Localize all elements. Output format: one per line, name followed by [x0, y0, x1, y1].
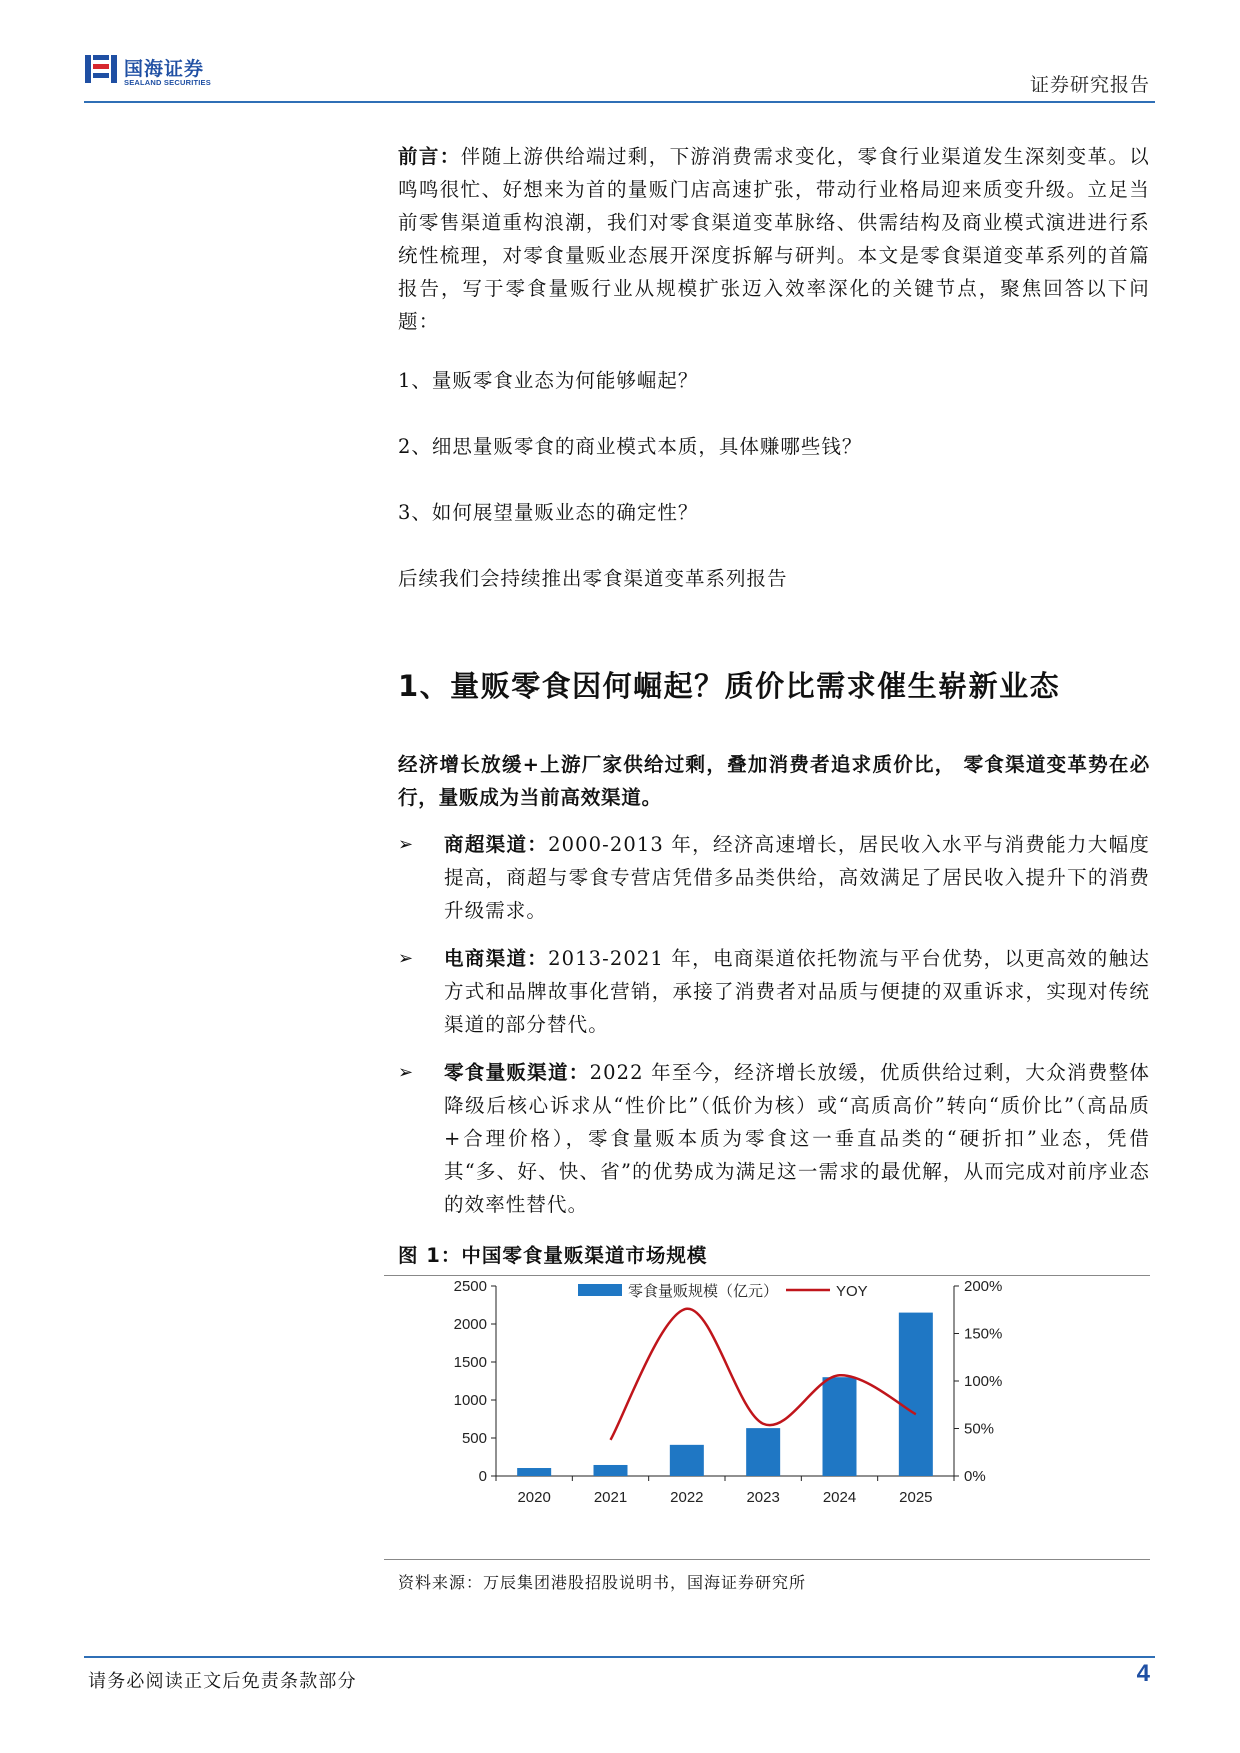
- legend-bar-label: 零食量贩规模（亿元）: [628, 1282, 779, 1300]
- left-axis-tick-label: 1500: [453, 1354, 487, 1371]
- left-axis-tick-label: 1000: [453, 1392, 487, 1409]
- bullet-body: 2013-2021 年，电商渠道依托物流与平台优势，以更高效的触达方式和品牌故事化营销，承接了消费者对品质与便捷的双重诉求，实现对传统渠道的部分替代。: [444, 947, 1150, 1036]
- disclaimer-note: 请务必阅读正文后免责条款部分: [88, 1671, 357, 1692]
- right-axis-tick-label: 150%: [964, 1325, 1003, 1343]
- right-axis-tick-label: 50%: [964, 1420, 995, 1438]
- legend-line-label: YOY: [836, 1283, 868, 1300]
- x-axis-tick-label: 2022: [670, 1489, 704, 1506]
- bar-2020: [517, 1468, 551, 1476]
- follow-up-note: 后续我们会持续推出零食渠道变革系列报告: [398, 567, 788, 590]
- bullet-body: 2022 年至今，经济增长放缓，优质供给过剩，大众消费整体降级后核心诉求从“性价比”（低价为核）或“高质高价”转向“质价比”（高品质+合理价格），零食量贩本质为零食这一垂直品类的“硬折扣”业态，凭借其“多、好、快、省”的优势成为满足这一需求的最优解，从而完成对前序业态的效率性替代。: [444, 1061, 1150, 1216]
- left-axis-tick-label: 2000: [453, 1316, 487, 1333]
- figure-top-rule: [384, 1275, 1150, 1276]
- bar-2022: [670, 1445, 704, 1476]
- logo-text-cn: 国海证券: [124, 58, 205, 80]
- x-axis-tick-label: 2023: [746, 1489, 780, 1506]
- document-type: 证券研究报告: [1029, 74, 1150, 96]
- bullet-arrow-icon: ➢: [398, 834, 414, 855]
- question-2: 2、细思量贩零食的商业模式本质，具体赚哪些钱？: [398, 435, 863, 458]
- left-axis-tick-label: 2500: [453, 1278, 487, 1295]
- figure-source: 资料来源：万辰集团港股招股说明书，国海证券研究所: [398, 1573, 807, 1592]
- section-summary: 经济增长放缓+上游厂家供给过剩，叠加消费者追求质价比， 零食渠道变革势在必行，量贩成为当前高效渠道。: [398, 753, 1150, 809]
- header-divider: [84, 101, 1155, 103]
- right-axis-tick-label: 100%: [964, 1373, 1003, 1390]
- bar-2023: [746, 1428, 780, 1476]
- x-axis-tick-label: 2021: [593, 1489, 628, 1506]
- right-axis-tick-label: 200%: [964, 1278, 1003, 1295]
- intro-lead: 前言：: [398, 145, 461, 168]
- bullet-body: 2000-2013 年，经济高速增长，居民收入水平与消费能力大幅度提高，商超与零食专营店凭借多品类供给，高效满足了居民收入提升下的消费升级需求。: [444, 833, 1150, 922]
- logo-text-en: SEALAND SECURITIES: [124, 78, 211, 87]
- question-3: 3、如何展望量贩业态的确定性？: [398, 501, 699, 524]
- section-heading: 1、量贩零食因何崛起？质价比需求催生崭新业态: [398, 669, 1061, 703]
- question-1: 1、量贩零食业态为何能够崛起？: [398, 369, 699, 392]
- figure-bottom-rule: [384, 1559, 1150, 1560]
- sealand-logo-icon: [84, 52, 118, 86]
- bullet-label: 电商渠道：: [444, 947, 549, 970]
- left-axis-tick-label: 500: [461, 1430, 487, 1447]
- bar-2025: [899, 1313, 933, 1476]
- bullet-text: [444, 1056, 1150, 1221]
- bullet-label: 零食量贩渠道：: [444, 1061, 590, 1084]
- company-logo: [84, 52, 234, 92]
- bar-2021: [594, 1465, 628, 1476]
- intro-text: 伴随上游供给端过剩，下游消费需求变化，零食行业渠道发生深刻变革。以鸣鸣很忙、好想来为首的量贩门店高速扩张，带动行业格局迎来质变升级。立足当前零售渠道重构浪潮，我们对零食渠道变革脉络、供需结构及商业模式演进进行系统性梳理，对零食量贩业态展开深度拆解与研判。本文是零食渠道变革系列的首篇报告，写于零食量贩行业从规模扩张迈入效率深化的关键节点，聚焦回答以下问题：: [398, 145, 1150, 333]
- x-axis-tick-label: 2020: [517, 1489, 551, 1506]
- left-axis-tick-label: 0: [478, 1468, 487, 1485]
- x-axis-tick-label: 2024: [822, 1489, 857, 1506]
- footer-divider: [84, 1656, 1155, 1658]
- right-axis-tick-label: 0%: [964, 1468, 986, 1485]
- legend-bar-swatch: [578, 1284, 622, 1296]
- x-axis-tick-label: 2025: [899, 1489, 933, 1506]
- page-header: [0, 0, 1240, 110]
- bullet-label: 商超渠道：: [444, 833, 549, 856]
- market-size-chart: [384, 1278, 1150, 1558]
- page-number: 4: [1136, 1660, 1150, 1687]
- figure-title: 图 1：中国零食量贩渠道市场规模: [398, 1244, 708, 1267]
- intro-paragraph: [398, 140, 1150, 338]
- bar-2024: [823, 1377, 857, 1476]
- bullet-arrow-icon: ➢: [398, 1062, 414, 1083]
- yoy-line: [611, 1309, 916, 1440]
- bullet-text: [444, 828, 1150, 927]
- bullet-arrow-icon: ➢: [398, 948, 414, 969]
- bullet-text: [444, 942, 1150, 1041]
